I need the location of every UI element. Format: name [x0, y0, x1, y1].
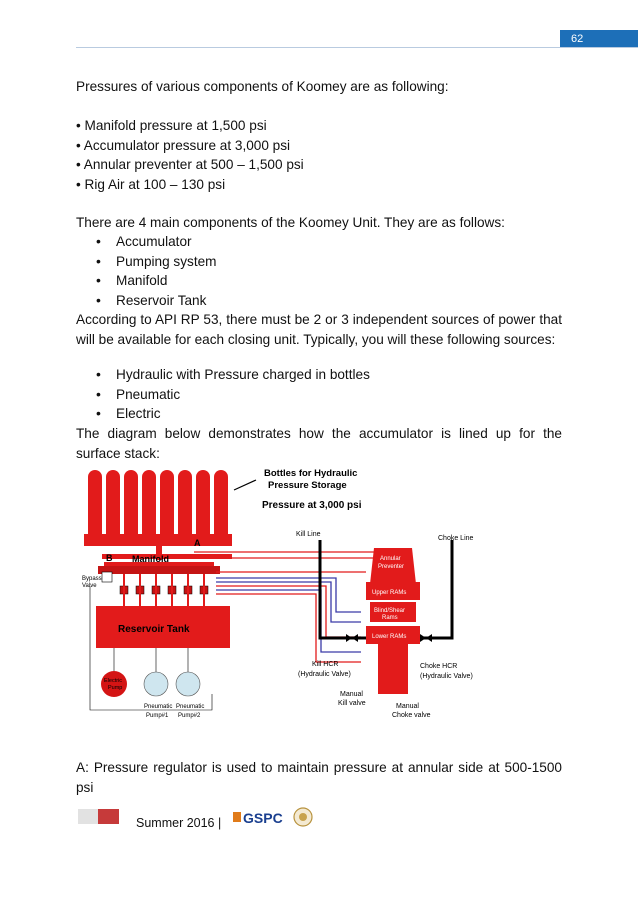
page-number: 62: [571, 33, 584, 45]
manual-choke-label-2: Choke valve: [392, 712, 431, 719]
bypass-valve-icon: [102, 572, 112, 582]
electric-pump-label-1: Electric: [104, 678, 123, 684]
seal-icon: [292, 806, 314, 828]
diagram-intro: The diagram below demonstrates how the accumulator is lined up for the surface stack:: [76, 426, 562, 461]
accumulator-bottles: [84, 470, 232, 546]
kill-line-label: Kill Line: [296, 531, 321, 538]
list-item: • Accumulator: [96, 232, 216, 252]
components-list: [96, 232, 216, 310]
pneumatic-pump-2-label-1: Pneumatic: [176, 704, 205, 710]
label-b: B: [106, 553, 113, 563]
intro-text: Pressures of various components of Koomey are as following:: [76, 79, 449, 94]
pneumatic-pump-1-icon: [144, 672, 168, 696]
pressure-item: • Accumulator pressure at 3,000 psi: [76, 137, 291, 153]
pneumatic-pump-1-label-1: Pneumatic: [144, 704, 173, 710]
pneumatic-pump-1-label-2: Pump#1: [146, 713, 169, 719]
upper-rams-label: Upper RAMs: [372, 590, 407, 596]
gspc-logo-text: GSPC: [243, 810, 283, 826]
annular-label-2: Preventer: [378, 564, 405, 570]
list-item: • Pneumatic: [96, 385, 370, 405]
annular-label-1: Annular: [380, 556, 401, 562]
blind-rams-label-2: Rams: [382, 615, 398, 621]
manual-choke-label-1: Manual: [396, 703, 419, 710]
list-item: • Hydraulic with Pressure charged in bottles: [96, 365, 370, 385]
bypass-label-2: Valve: [82, 583, 97, 589]
pressure-item: • Manifold pressure at 1,500 psi: [76, 118, 267, 133]
list-item: • Manifold: [96, 271, 216, 291]
electric-pump-label-2: Pump: [108, 685, 123, 691]
pressure-item: • Annular preventer at 500 – 1,500 psi: [76, 157, 304, 172]
note-a: A: Pressure regulator is used to maintain pressure at annular side at 500-1500 psi: [76, 760, 562, 795]
pneumatic-pump-2-icon: [176, 672, 200, 696]
choke-line-label: Choke Line: [438, 535, 474, 542]
footer-text: Summer 2016 |: [136, 816, 222, 830]
choke-hcr-label-1: Choke HCR: [420, 663, 458, 670]
gspc-logo: [230, 806, 290, 828]
header-rule: [76, 47, 638, 48]
bottles-label-2: Pressure Storage: [268, 480, 347, 491]
pressure-list: [76, 116, 562, 194]
kill-hcr-label-2: (Hydraulic Valve): [298, 671, 351, 678]
bypass-label-1: Bypass: [82, 576, 102, 582]
list-item: • Electric: [96, 404, 370, 424]
electric-pump-icon: [101, 671, 127, 697]
sources-list: [96, 365, 370, 424]
bottles-arrow: [234, 480, 256, 490]
pneumatic-pump-2-label-2: Pump#2: [178, 713, 201, 719]
blind-rams-label-1: Blind/Shear: [374, 608, 406, 614]
koomey-diagram: [76, 462, 560, 724]
choke-hcr-label-2: (Hydraulic Valve): [420, 673, 473, 680]
kill-hcr-label-1: Kill HCR: [312, 661, 339, 668]
list-item: • Pumping system: [96, 252, 216, 272]
footer-gray-block: [78, 809, 98, 824]
list-item: • Reservoir Tank: [96, 291, 216, 311]
label-a: A: [194, 538, 201, 548]
bottles-label-1: Bottles for Hydraulic: [264, 468, 358, 479]
pressure-item: • Rig Air at 100 – 130 psi: [76, 176, 226, 192]
components-intro: There are 4 main components of the Koomey Unit. They are as follows:: [76, 215, 505, 230]
pressure-label: Pressure at 3,000 psi: [262, 500, 362, 511]
manifold-label: Manifold: [132, 554, 169, 564]
api-paragraph: According to API RP 53, there must be 2 or 3 independent sources of power that will be available for each closing unit. Typically, you will these following sources:: [76, 312, 562, 347]
reservoir-label: Reservoir Tank: [118, 624, 190, 635]
lower-rams-label: Lower RAMs: [372, 634, 407, 640]
page-number-badge: [560, 30, 638, 48]
footer-red-block: [98, 809, 119, 824]
kill-line-pipe: [320, 540, 366, 638]
manual-kill-label-1: Manual: [340, 691, 363, 698]
manual-kill-label-2: Kill valve: [338, 700, 366, 707]
